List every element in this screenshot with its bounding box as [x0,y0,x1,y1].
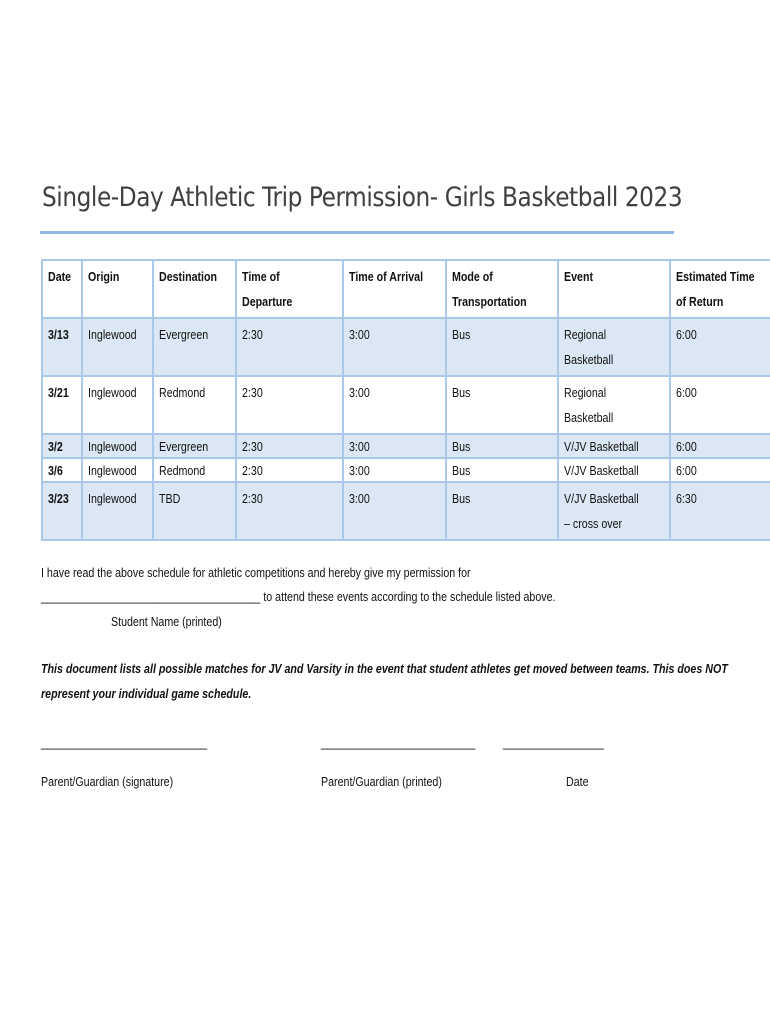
cell-event: V/JV Basketball [558,458,670,482]
cell-return: 6:00 [670,318,770,376]
cell-date: 3/13 [42,318,82,376]
cell-departure: 2:30 [236,482,343,540]
cell-transport: Bus [446,482,558,540]
cell-date: 3/21 [42,376,82,434]
page-title: Single-Day Athletic Trip Permission- Girls Basketball 2023 [42,182,683,213]
cell-destination: Evergreen [153,318,236,376]
cell-transport: Bus [446,434,558,458]
cell-departure: 2:30 [236,318,343,376]
cell-destination: TBD [153,482,236,540]
cell-departure: 2:30 [236,376,343,434]
header-event: Event [558,260,670,318]
cell-event: V/JV Basketball [558,434,670,458]
date-label: Date [566,774,589,789]
parent-signature-label: Parent/Guardian (signature) [41,774,174,789]
cell-transport: Bus [446,318,558,376]
parent-signature-line: ____________________________ [41,735,208,750]
table-row [42,434,770,458]
parent-printed-label: Parent/Guardian (printed) [321,774,442,789]
schedule-table [41,259,770,541]
header-departure: Time of Departure [236,260,343,318]
date-line: _________________ [503,735,604,750]
cell-destination: Redmond [153,376,236,434]
title-divider [40,231,674,234]
cell-transport: Bus [446,458,558,482]
cell-return: 6:30 [670,482,770,540]
cell-origin: Inglewood [82,458,153,482]
cell-origin: Inglewood [82,376,153,434]
cell-event: Regional Basketball [558,318,670,376]
cell-departure: 2:30 [236,434,343,458]
table-row [42,458,770,482]
cell-origin: Inglewood [82,482,153,540]
student-name-line [41,589,555,604]
cell-arrival: 3:00 [343,434,445,458]
cell-arrival: 3:00 [343,318,445,376]
permission-statement: I have read the above schedule for athletic competitions and hereby give my permission for [41,565,471,580]
cell-origin: Inglewood [82,318,153,376]
cell-event: V/JV Basketball – cross over [558,482,670,540]
header-origin: Origin [82,260,153,318]
cell-return: 6:00 [670,434,770,458]
cell-date: 3/6 [42,458,82,482]
header-arrival: Time of Arrival [343,260,445,318]
cell-destination: Redmond [153,458,236,482]
table-row [42,376,770,434]
cell-return: 6:00 [670,458,770,482]
cell-date: 3/23 [42,482,82,540]
cell-arrival: 3:00 [343,458,445,482]
cell-departure: 2:30 [236,458,343,482]
cell-transport: Bus [446,376,558,434]
table-header-row [42,260,770,318]
parent-printed-line: __________________________ [321,735,476,750]
cell-arrival: 3:00 [343,376,445,434]
student-name-label: Student Name (printed) [111,614,222,629]
student-name-blank: _____________________________________ [41,589,261,604]
header-destination: Destination [153,260,236,318]
header-return: Estimated Time of Return [670,260,770,318]
cell-event: Regional Basketball [558,376,670,434]
cell-origin: Inglewood [82,434,153,458]
cell-date: 3/2 [42,434,82,458]
permission-statement-cont: to attend these events according to the schedule listed above. [260,589,556,604]
notice-line-1: This document lists all possible matches for JV and Varsity in the event that student athletes get moved between teams. This does NOT [41,661,728,676]
header-date: Date [42,260,82,318]
table-row [42,318,770,376]
notice-line-2: represent your individual game schedule. [41,686,252,701]
table-row [42,482,770,540]
cell-return: 6:00 [670,376,770,434]
cell-arrival: 3:00 [343,482,445,540]
cell-destination: Evergreen [153,434,236,458]
header-transport: Mode of Transportation [446,260,558,318]
